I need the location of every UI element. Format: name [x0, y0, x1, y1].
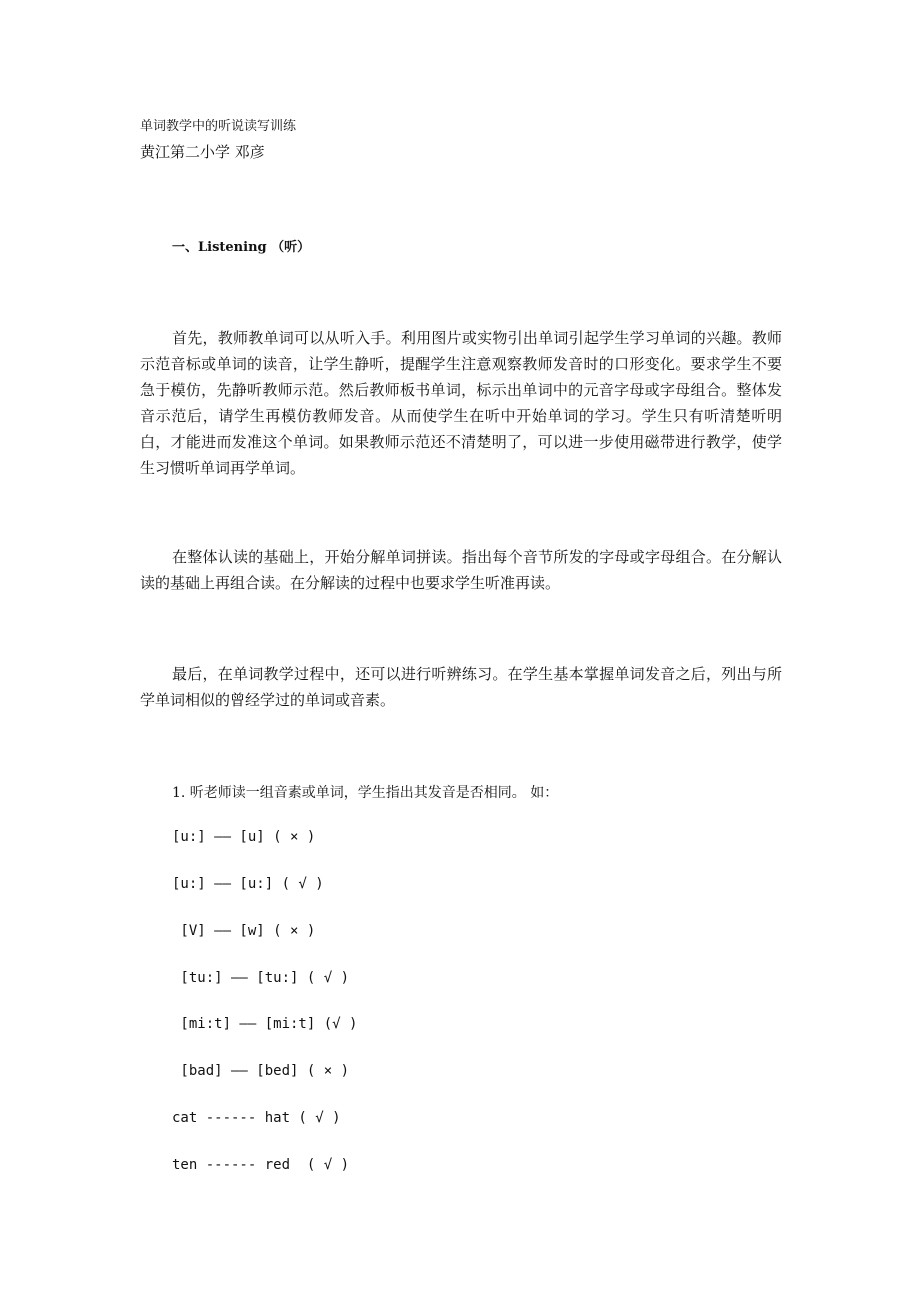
- paragraph-1: 首先，教师教单词可以从听入手。利用图片或实物引出单词引起学生学习单词的兴趣。教师示范音标或单词的读音，让学生静听，提醒学生注意观察教师发音时的口形变化。要求学生不要急于模仿，先静听教师示范。然后教师板书单词，标示出单词中的元音字母或字母组合。整体发音示范后，请学生再模仿教师发音。从而使学生在听中开始单词的学习。学生只有听清楚听明白，才能进而发准这个单词。如果教师示范还不清楚明了，可以进一步使用磁带进行教学，使学生习惯听单词再学单词。: [140, 329, 782, 477]
- section-heading-listening: 一、Listening （听）: [172, 240, 311, 255]
- example-line: cat ------ hat ( √ ): [172, 1110, 341, 1126]
- document-author: 黄江第二小学 邓彦: [140, 143, 265, 161]
- example-line: [mi:t] —— [mi:t] (√ ): [172, 1016, 358, 1032]
- exercise-heading: 1. 听老师读一组音素或单词，学生指出其发音是否相同。 如：: [172, 785, 559, 801]
- paragraph-2: 在整体认读的基础上，开始分解单词拼读。指出每个音节所发的字母或字母组合。在分解认读的基础上再组合读。在分解读的过程中也要求学生听准再读。: [140, 548, 782, 592]
- example-line: ten ------ red ( √ ): [172, 1157, 350, 1173]
- example-line: [u:] —— [u:] ( √ ): [172, 876, 324, 892]
- example-line: [tu:] —— [tu:] ( √ ): [172, 970, 350, 986]
- example-line: [V] —— [w] ( × ): [172, 923, 316, 939]
- paragraph-3: 最后，在单词教学过程中，还可以进行听辨练习。在学生基本掌握单词发音之后，列出与所学单词相似的曾经学过的单词或音素。: [140, 665, 782, 709]
- example-line: [bad] —— [bed] ( × ): [172, 1063, 350, 1079]
- document-title: 单词教学中的听说读写训练: [140, 119, 297, 134]
- example-line: [u:] —— [u] ( × ): [172, 829, 316, 845]
